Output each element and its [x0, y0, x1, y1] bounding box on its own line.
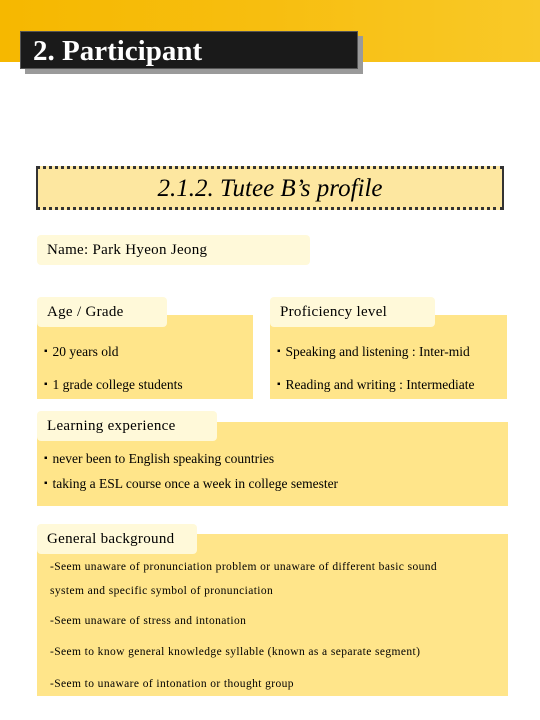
bullet-icon: ▪ [277, 379, 281, 390]
name-tab [37, 235, 310, 265]
general-tab [37, 524, 197, 554]
list-item: -Seem to know general knowledge syllable (known as a separate segment) [50, 646, 421, 658]
bullet-icon: ▪ [44, 379, 48, 390]
list-item: ▪ 1 grade college students [44, 377, 183, 392]
bullet-icon: ▪ [44, 346, 48, 357]
name-label: Name: Park Hyeon Jeong [47, 242, 208, 258]
list-item: -Seem unaware of pronunciation problem or unaware of different basic sound [50, 561, 438, 573]
learning-tab [37, 411, 217, 441]
learning-label: Learning experience [47, 418, 176, 434]
slide-title-box [20, 31, 358, 69]
age-grade-label: Age / Grade [47, 304, 124, 320]
profile-banner [36, 166, 504, 210]
list-item: ▪ never been to English speaking countries [44, 451, 275, 466]
bullet-icon: ▪ [44, 453, 48, 464]
bullet-icon: ▪ [277, 346, 281, 357]
proficiency-label: Proficiency level [280, 304, 388, 320]
list-item: ▪ Speaking and listening : Inter-mid [277, 344, 470, 359]
profile-subtitle: 2.1.2. Tutee B’s profile [157, 175, 383, 202]
list-item: -Seem to unaware of intonation or thought group [50, 678, 294, 690]
list-item: ▪ Reading and writing : Intermediate [277, 377, 475, 392]
list-item: system and specific symbol of pronunciation [50, 585, 274, 597]
slide-title: 2. Participant [33, 35, 203, 67]
proficiency-tab [270, 297, 435, 327]
age-grade-tab [37, 297, 167, 327]
bullet-icon: ▪ [44, 478, 48, 489]
list-item: ▪ taking a ESL course once a week in college semester [44, 476, 339, 491]
list-item: -Seem unaware of stress and intonation [50, 615, 247, 627]
list-item: ▪ 20 years old [44, 344, 119, 359]
general-label: General background [47, 531, 175, 547]
